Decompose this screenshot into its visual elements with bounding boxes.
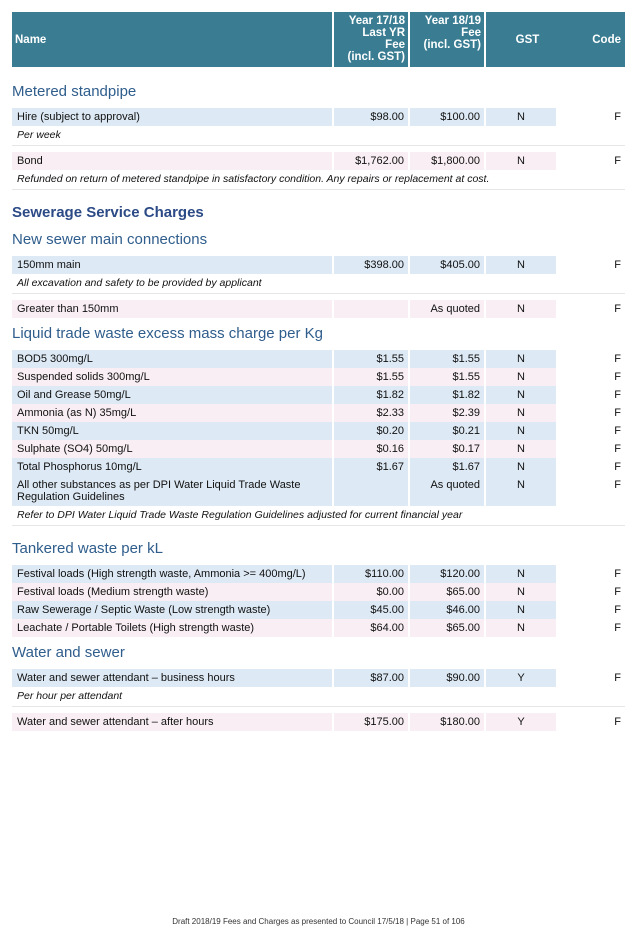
table-row: Water and sewer attendant – after hours $175.00 $180.00 Y F bbox=[12, 713, 625, 731]
table-row: Raw Sewerage / Septic Waste (Low strength waste) $45.00 $46.00 N F bbox=[12, 601, 625, 619]
table-row: Bond $1,762.00 $1,800.00 N F bbox=[12, 152, 625, 170]
header-year-1819: Year 18/19 Fee (incl. GST) bbox=[410, 12, 484, 67]
page-footer: Draft 2018/19 Fees and Charges as presented to Council 17/5/18 | Page 51 of 106 bbox=[172, 917, 465, 926]
header-gst: GST bbox=[486, 12, 556, 67]
section-tankered-waste: Tankered waste per kL bbox=[12, 540, 163, 557]
table-row: Sulphate (SO4) 50mg/L $0.16 $0.17 N F bbox=[12, 440, 625, 458]
table-row: Water and sewer attendant – business hours $87.00 $90.00 Y F bbox=[12, 669, 625, 687]
table-row: 150mm main $398.00 $405.00 N F bbox=[12, 256, 625, 274]
table-header bbox=[12, 12, 625, 67]
section-metered-standpipe: Metered standpipe bbox=[12, 83, 137, 100]
section-sewerage-service-charges: Sewerage Service Charges bbox=[12, 204, 204, 221]
table-row: Ammonia (as N) 35mg/L $2.33 $2.39 N F bbox=[12, 404, 625, 422]
table-row: Total Phosphorus 10mg/L $1.67 $1.67 N F bbox=[12, 458, 625, 476]
table-row: Oil and Grease 50mg/L $1.82 $1.82 N F bbox=[12, 386, 625, 404]
section-liquid-trade-waste: Liquid trade waste excess mass charge per Kg bbox=[12, 325, 323, 342]
row-note: Per week bbox=[12, 126, 625, 146]
table-row: Festival loads (Medium strength waste) $0.00 $65.00 N F bbox=[12, 583, 625, 601]
header-code: Code bbox=[556, 12, 625, 67]
row-note: Per hour per attendant bbox=[12, 687, 625, 707]
table-row: BOD5 300mg/L $1.55 $1.55 N F bbox=[12, 350, 625, 368]
table-row: Festival loads (High strength waste, Ammonia >= 400mg/L) $110.00 $120.00 N F bbox=[12, 565, 625, 583]
row-note: Refer to DPI Water Liquid Trade Waste Regulation Guidelines adjusted for current financial year bbox=[12, 506, 625, 526]
row-note: Refunded on return of metered standpipe in satisfactory condition. Any repairs or replacement at cost. bbox=[12, 170, 625, 190]
section-water-and-sewer: Water and sewer bbox=[12, 644, 125, 661]
table-row: All other substances as per DPI Water Liquid Trade Waste Regulation Guidelines As quoted N F bbox=[12, 476, 625, 506]
table-row: Leachate / Portable Toilets (High strength waste) $64.00 $65.00 N F bbox=[12, 619, 625, 637]
table-row: Suspended solids 300mg/L $1.55 $1.55 N F bbox=[12, 368, 625, 386]
fees-page bbox=[12, 12, 625, 731]
header-year-1718: Year 17/18 Last YR Fee (incl. GST) bbox=[334, 12, 408, 67]
table-row: Hire (subject to approval) $98.00 $100.00 N F bbox=[12, 108, 625, 126]
section-new-sewer-main: New sewer main connections bbox=[12, 231, 208, 248]
row-note: All excavation and safety to be provided by applicant bbox=[12, 274, 625, 294]
table-row: TKN 50mg/L $0.20 $0.21 N F bbox=[12, 422, 625, 440]
table-row: Greater than 150mm As quoted N F bbox=[12, 300, 625, 318]
header-name: Name bbox=[12, 12, 332, 67]
